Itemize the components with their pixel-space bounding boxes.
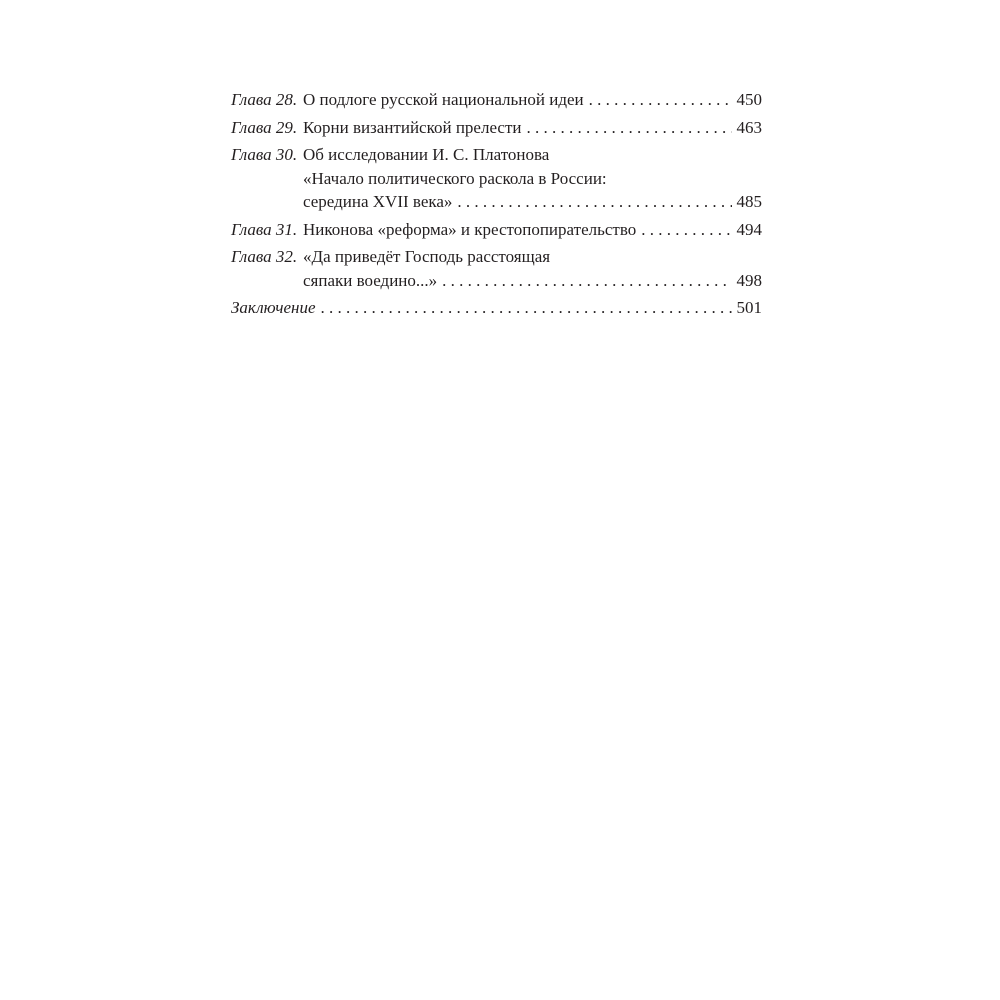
chapter-title: Об исследовании И. С. Платонова xyxy=(303,145,550,164)
toc-line xyxy=(231,218,762,242)
chapter-title-continued: середина XVII века» xyxy=(303,192,453,211)
toc-entry-conclusion[interactable] xyxy=(231,296,762,320)
table-of-contents xyxy=(231,88,762,324)
page-number: 485 xyxy=(736,192,762,211)
toc-entry-chapter-28[interactable] xyxy=(231,88,762,112)
page-number: 494 xyxy=(736,219,762,239)
toc-line xyxy=(231,296,762,320)
chapter-label: Глава 28. xyxy=(231,90,298,109)
dot-leader xyxy=(589,88,732,112)
dot-leader xyxy=(641,218,731,242)
chapter-title: О подлоге русской национальной идеи xyxy=(303,90,584,109)
toc-line xyxy=(231,167,762,191)
page-number: 498 xyxy=(736,270,762,290)
conclusion-label: Заключение xyxy=(231,298,316,317)
toc-entry-chapter-32[interactable] xyxy=(231,245,762,292)
chapter-title: Никонова «реформа» и крестопопирательство xyxy=(303,219,637,239)
page-number: 450 xyxy=(736,90,762,109)
chapter-label: Глава 32. xyxy=(231,247,298,266)
toc-entry-chapter-31[interactable] xyxy=(231,218,762,242)
toc-entry-chapter-30[interactable] xyxy=(231,143,762,214)
chapter-title: «Да приведёт Господь расстоящая xyxy=(303,247,551,266)
chapter-title-continued: сяпаки воедино...» xyxy=(303,270,438,290)
toc-line xyxy=(231,143,762,167)
chapter-title: Корни византийской прелести xyxy=(303,117,522,137)
toc-line xyxy=(231,269,762,293)
dot-leader xyxy=(527,116,732,140)
chapter-label: Глава 31. xyxy=(231,219,298,239)
toc-line xyxy=(231,116,762,140)
chapter-title-continued: «Начало политического раскола в России: xyxy=(303,168,607,188)
page-number: 501 xyxy=(736,298,762,317)
toc-line xyxy=(231,245,762,269)
toc-entry-chapter-29[interactable] xyxy=(231,116,762,140)
dot-leader xyxy=(321,296,732,320)
chapter-label: Глава 29. xyxy=(231,117,298,137)
dot-leader xyxy=(457,190,731,214)
toc-line xyxy=(231,88,762,112)
page-number: 463 xyxy=(736,117,762,137)
chapter-label: Глава 30. xyxy=(231,145,298,164)
dot-leader xyxy=(442,269,731,293)
toc-line xyxy=(231,190,762,214)
